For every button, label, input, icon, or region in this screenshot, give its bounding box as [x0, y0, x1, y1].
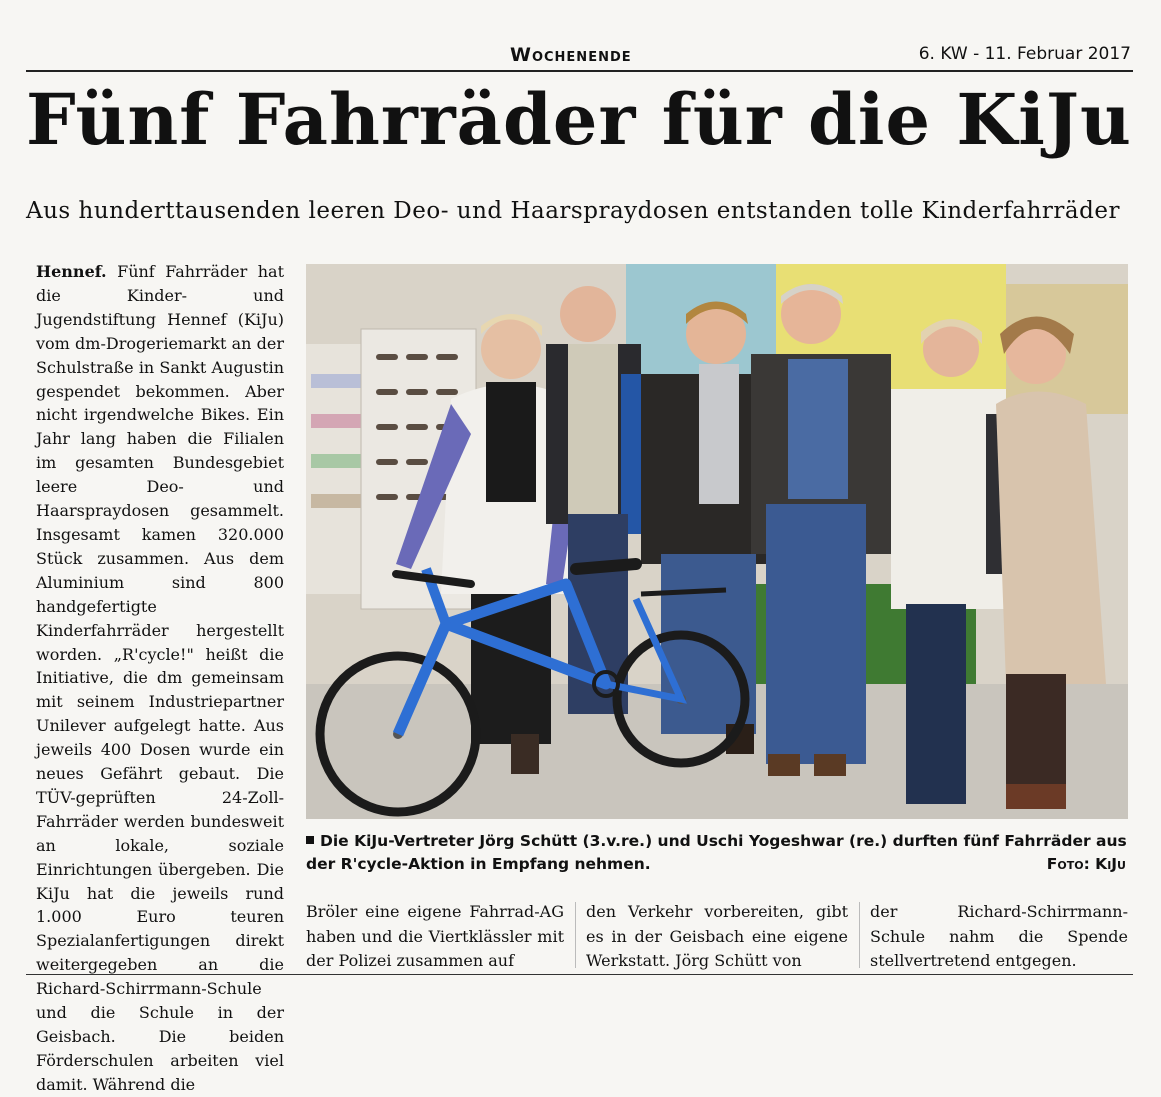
article-body-column-3: den Verkehr vorbereiten, gibt es in der Geisbach eine eigene Werkstatt. Jörg Schütt von — [586, 902, 848, 970]
section-label: Wochenende — [510, 44, 632, 66]
bottom-rule — [26, 974, 1133, 975]
issue-date: 6. KW - 11. Februar 2017 — [918, 44, 1131, 64]
photo-credit: Foto: KiJu — [1046, 855, 1126, 873]
article-photo — [306, 264, 1128, 819]
photo-caption — [306, 830, 1128, 876]
top-rule — [26, 70, 1133, 72]
article-body-column-2: Bröler eine eigene Fahrrad-AG haben und die Viertklässler mit der Polizei zusammen auf — [306, 902, 564, 970]
dateline: Hennef. — [36, 262, 107, 281]
column-separator — [859, 902, 860, 968]
headline: Fünf Fahrräder für die KiJu — [26, 78, 1132, 161]
article-body-left: Fünf Fahrräder hat die Kinder- und Jugendstiftung Hennef (KiJu) vom dm-Drogeriemarkt an der Schulstraße in Sankt Augustin gespendet bekommen. Aber nicht irgendwelche Bikes. Ein Jahr lang haben die Filialen im gesamten Bundesgebiet leere Deo- und Haarspraydosen gesammelt. Insgesamt kamen 320.000 Stück zusammen. Aus dem Aluminium sind 800 handgefertigte Kinderfahrräder hergestellt worden. „R'cycle!" heißt die Initiative, die dm gemeinsam mit seinem Industriepartner Unilever aufgelegt hatte. Aus jeweils 400 Dosen wurde ein neues Gefährt gebaut. Die TÜV-geprüften 24-Zoll-Fahrräder werden bundesweit an lokale, soziale Einrichtungen übergeben. Die KiJu hat die jeweils rund 1.000 Euro teuren Spezialanfertigungen direkt weitergegeben an die Richard-Schirrmann-Schule und die Schule in der Geisbach. Die beiden Förderschulen arbeiten viel damit. Während die — [36, 262, 284, 1094]
article-column-left — [36, 260, 284, 1097]
subheadline: Aus hunderttausenden leeren Deo- und Haarspraydosen entstanden tolle Kinderfahrräder — [26, 198, 1120, 224]
caption-text: Die KiJu-Vertreter Jörg Schütt (3.v.re.) und Uschi Yogeshwar (re.) durften fünf Fahrräder aus der R'cycle-Aktion in Empfang nehmen. — [306, 832, 1127, 873]
column-separator — [575, 902, 576, 968]
caption-bullet — [306, 836, 314, 844]
article-body-column-4: der Richard-Schirrmann-Schule nahm die Spende stellvertretend entgegen. — [870, 902, 1128, 970]
